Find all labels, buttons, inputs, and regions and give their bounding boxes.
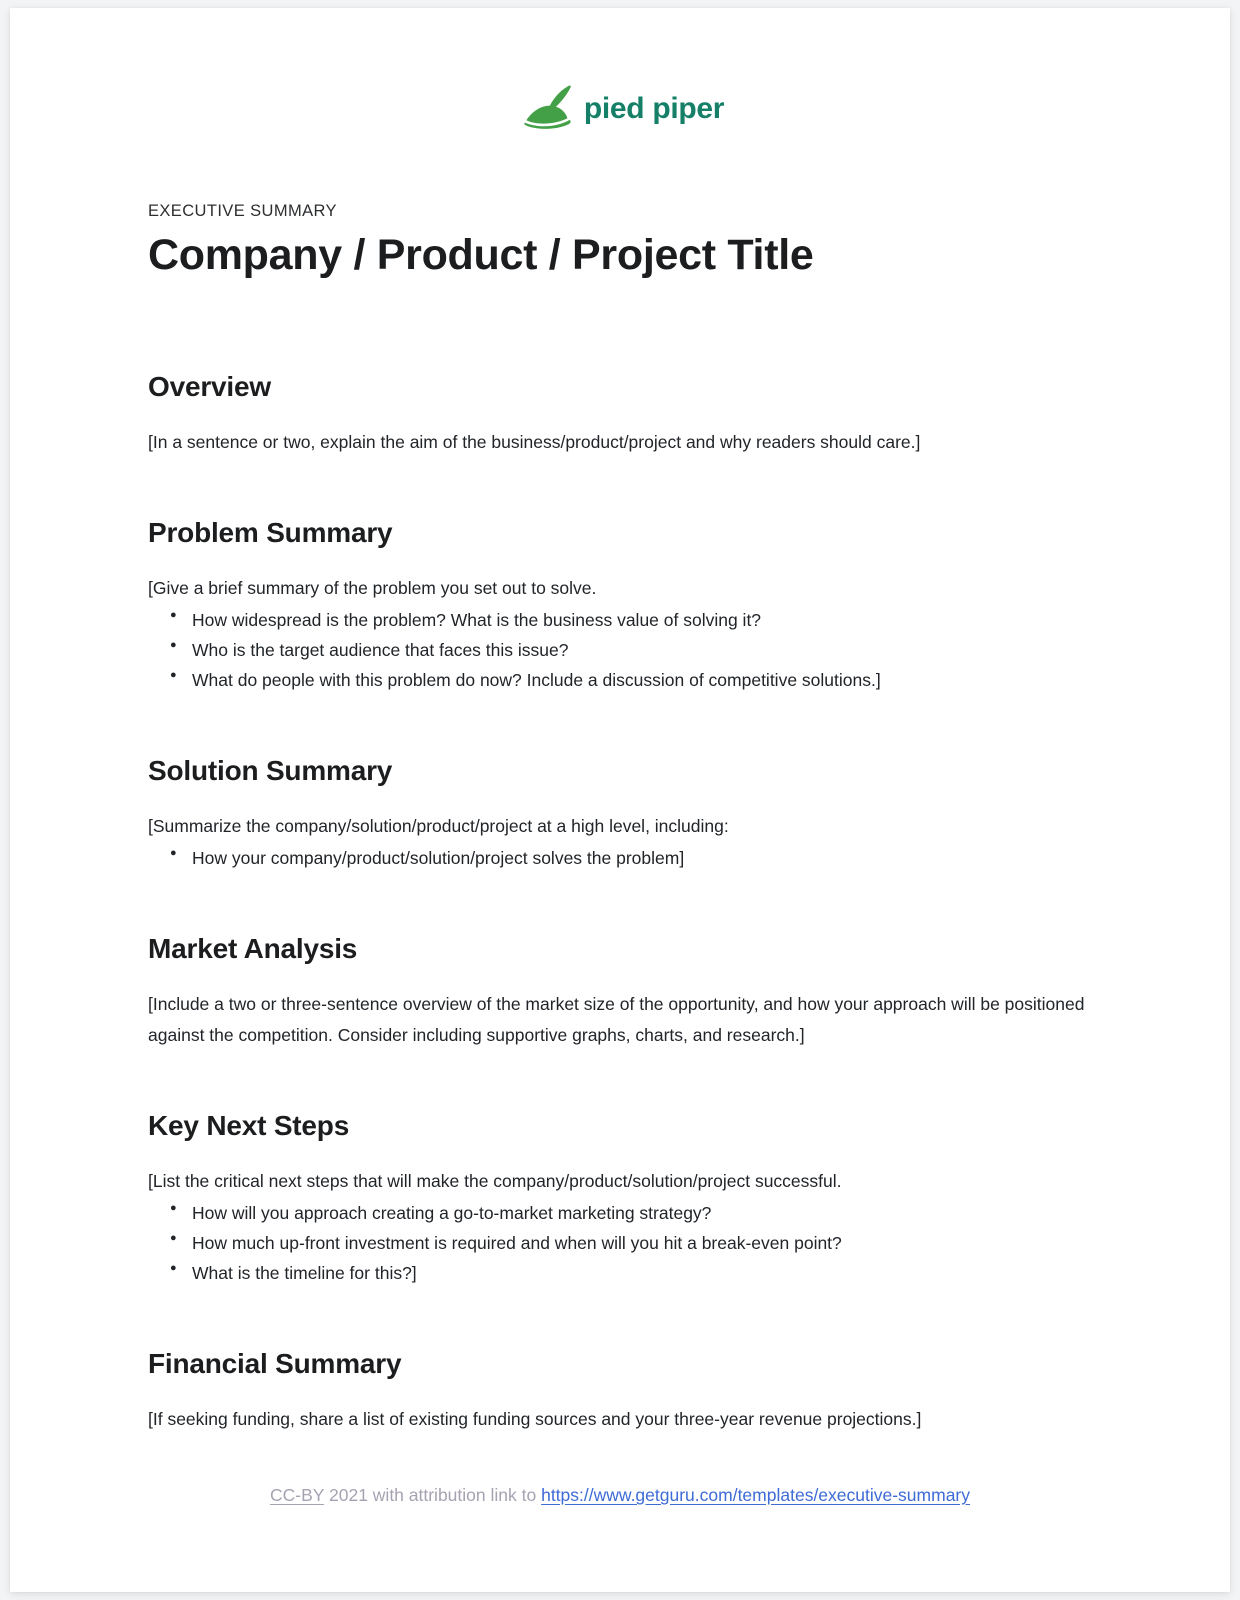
attribution-footer [10, 1485, 1230, 1506]
bullet-list [148, 843, 1100, 873]
bullet-item: ● What do people with this problem do now? Include a discussion of competitive solutions.] [192, 665, 1100, 695]
section-problem-summary [148, 517, 1100, 695]
section-intro: [Summarize the company/solution/product/project at a high level, including: [148, 816, 729, 837]
bullet-list [148, 1198, 1100, 1288]
bullet-item: ● How will you approach creating a go-to-market marketing strategy? [192, 1198, 1100, 1228]
document-page [10, 8, 1230, 1592]
bullet-item: ● Who is the target audience that faces this issue? [192, 635, 1100, 665]
section-intro: [In a sentence or two, explain the aim of the business/product/project and why readers should care.] [148, 431, 921, 452]
section-solution-summary [148, 755, 1100, 873]
attribution-text: 2021 with attribution link to [329, 1485, 537, 1505]
section-overview [148, 371, 1100, 457]
bullet-list [148, 605, 1100, 695]
pied-piper-logo [148, 84, 1100, 130]
section-intro: [Include a two or three-sentence overview of the market size of the opportunity, and how your approach will be positioned against the competition. Consider including supportive graphs, charts, and research.] [148, 994, 1085, 1045]
section-heading: Financial Summary [148, 1347, 402, 1379]
section-intro: [If seeking funding, share a list of existing funding sources and your three-year revenue projections.] [148, 1408, 922, 1429]
section-key-next-steps [148, 1110, 1100, 1288]
section-market-analysis [148, 933, 1100, 1049]
eyebrow-label: EXECUTIVE SUMMARY [148, 202, 337, 220]
bullet-item: ● How your company/product/solution/project solves the problem] [192, 843, 1100, 873]
logo-text: pied piper [583, 92, 725, 125]
section-heading: Key Next Steps [148, 1109, 350, 1141]
license-link[interactable]: CC-BY [269, 1485, 325, 1505]
bullet-item: ● How widespread is the problem? What is the business value of solving it? [192, 605, 1100, 635]
section-intro: [List the critical next steps that will make the company/product/solution/project successful. [148, 1170, 842, 1191]
bullet-item: ● What is the timeline for this?] [192, 1258, 1100, 1288]
attribution-url-link[interactable]: https://www.getguru.com/templates/executive-summary [541, 1485, 971, 1505]
section-financial-summary [148, 1348, 1100, 1434]
section-intro: [Give a brief summary of the problem you set out to solve. [148, 577, 597, 598]
pied-piper-hat-icon [524, 84, 574, 130]
document-content [10, 84, 1230, 1434]
bullet-item: ● How much up-front investment is required and when will you hit a break-even point? [192, 1228, 1100, 1258]
section-heading: Market Analysis [148, 933, 358, 965]
section-heading: Overview [148, 370, 271, 402]
page-title: Company / Product / Project Title [148, 231, 814, 279]
section-heading: Problem Summary [148, 516, 393, 548]
section-heading: Solution Summary [148, 755, 393, 787]
